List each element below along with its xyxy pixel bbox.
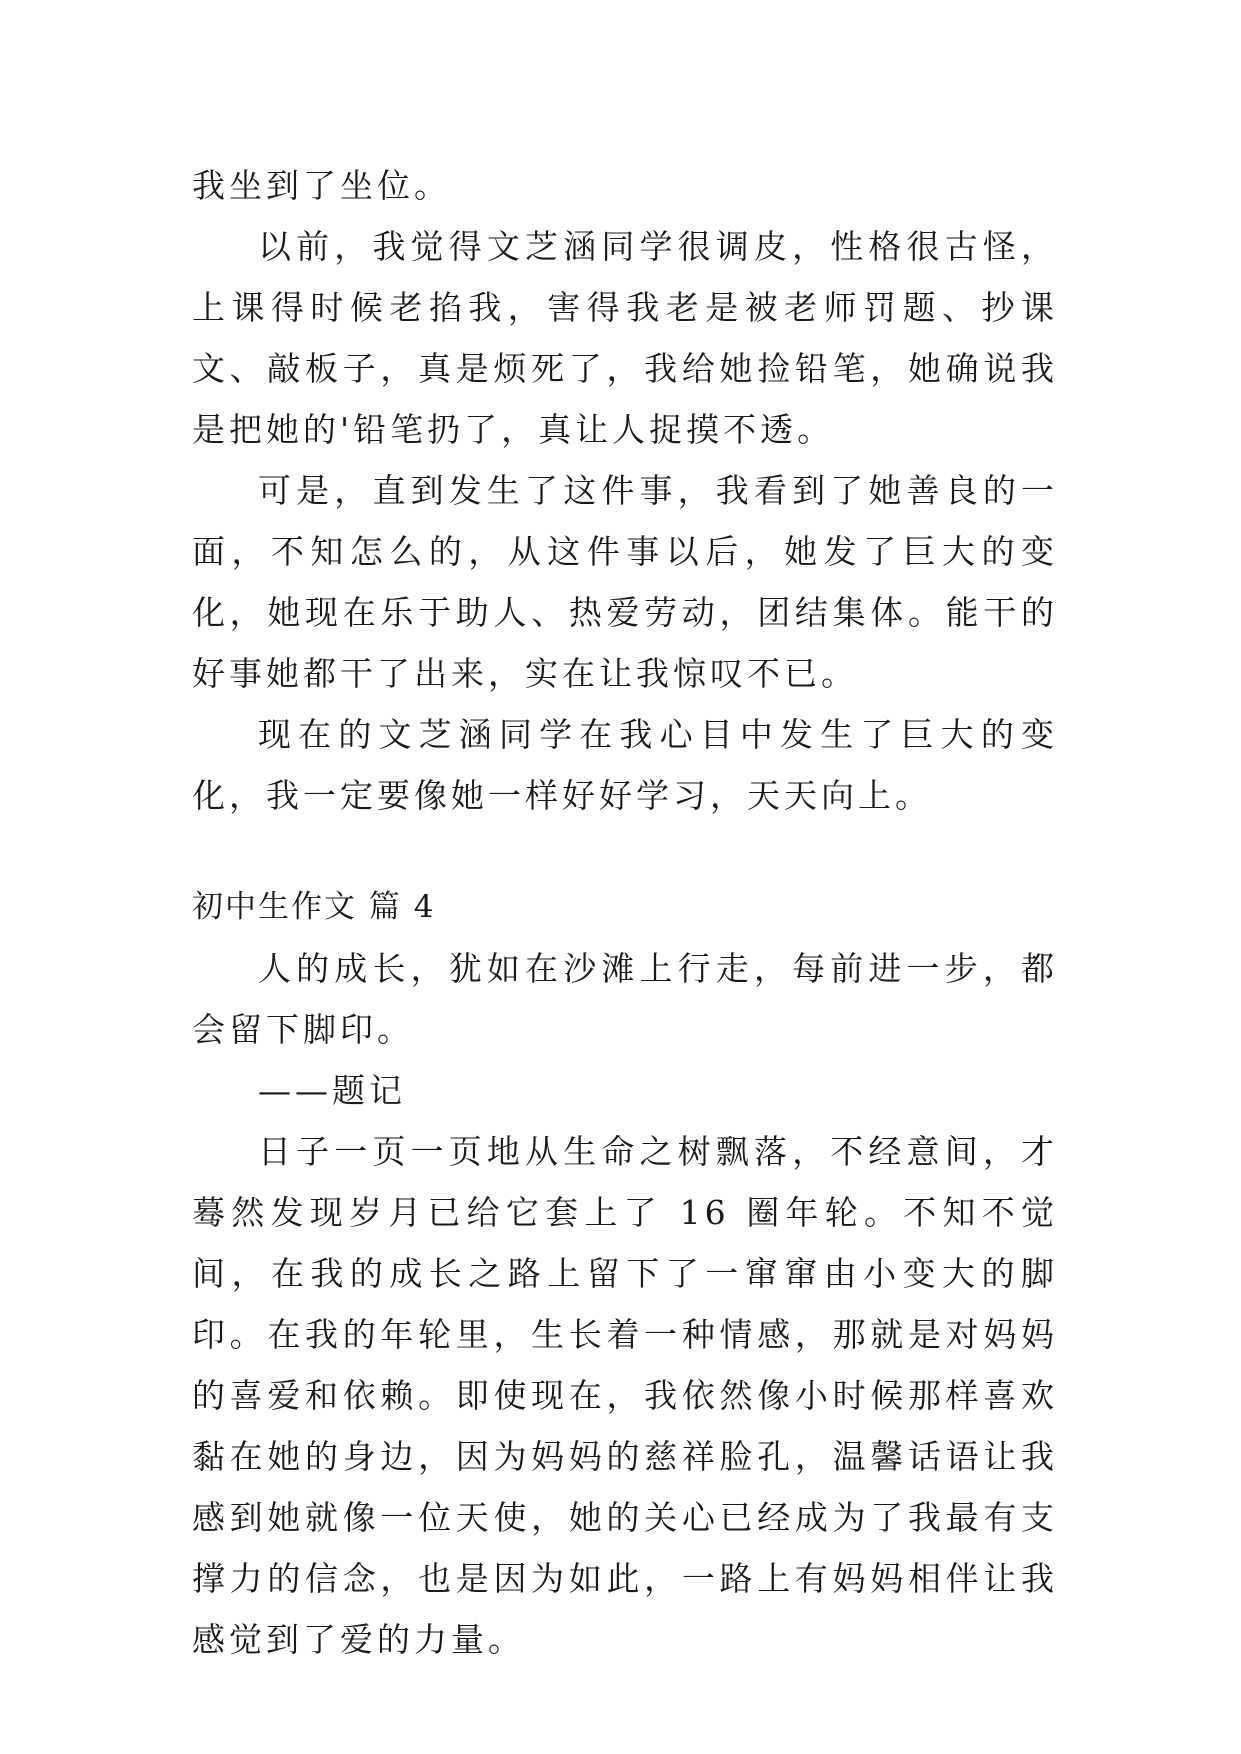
paragraph-epigraph-source: ——题记 <box>258 1071 406 1110</box>
paragraph-growth: 日子一页一页地从生命之树飘落，不经意间，才蓦然发现岁月已给它套上了 16 圈年轮。不知不觉间，在我的成长之路上留下了一窜窜由小变大的脚印。在我的年轮里，生长着一种情感，那就是对妈妈的喜爱和依赖。即使现在，我依然像小时候那样喜欢黏在她的身边，因为妈妈的慈祥脸孔，温馨话语让我感到她就像一位天使，她的关心已经成为了我最有支撑力的信念，也是因为如此，一路上有妈妈相伴让我感觉到了爱的力量。 <box>192 1132 1058 1659</box>
paragraph-seat: 我坐到了坐位。 <box>192 166 451 205</box>
paragraph-conclusion: 现在的文芝涵同学在我心目中发生了巨大的变化，我一定要像她一样好好学习，天天向上。 <box>192 715 1058 815</box>
document-body <box>192 155 1058 1670</box>
section-gap <box>192 826 1058 877</box>
paragraph-change: 可是，直到发生了这件事，我看到了她善良的一面，不知怎么的，从这件事以后，她发了巨大的变化，她现在乐于助人、热爱劳动，团结集体。能干的好事她都干了出来，实在让我惊叹不已。 <box>192 471 1058 693</box>
paragraph-before: 以前，我觉得文芝涵同学很调皮，性格很古怪，上课得时候老掐我，害得我老是被老师罚题、抄课文、敲板子，真是烦死了，我给她捡铅笔，她确说我是把她的'铅笔扔了，真让人捉摸不透。 <box>192 227 1058 449</box>
section-heading: 初中生作文 篇 4 <box>192 889 436 925</box>
paragraph-epigraph: 人的成长，犹如在沙滩上行走，每前进一步，都会留下脚印。 <box>192 949 1058 1049</box>
